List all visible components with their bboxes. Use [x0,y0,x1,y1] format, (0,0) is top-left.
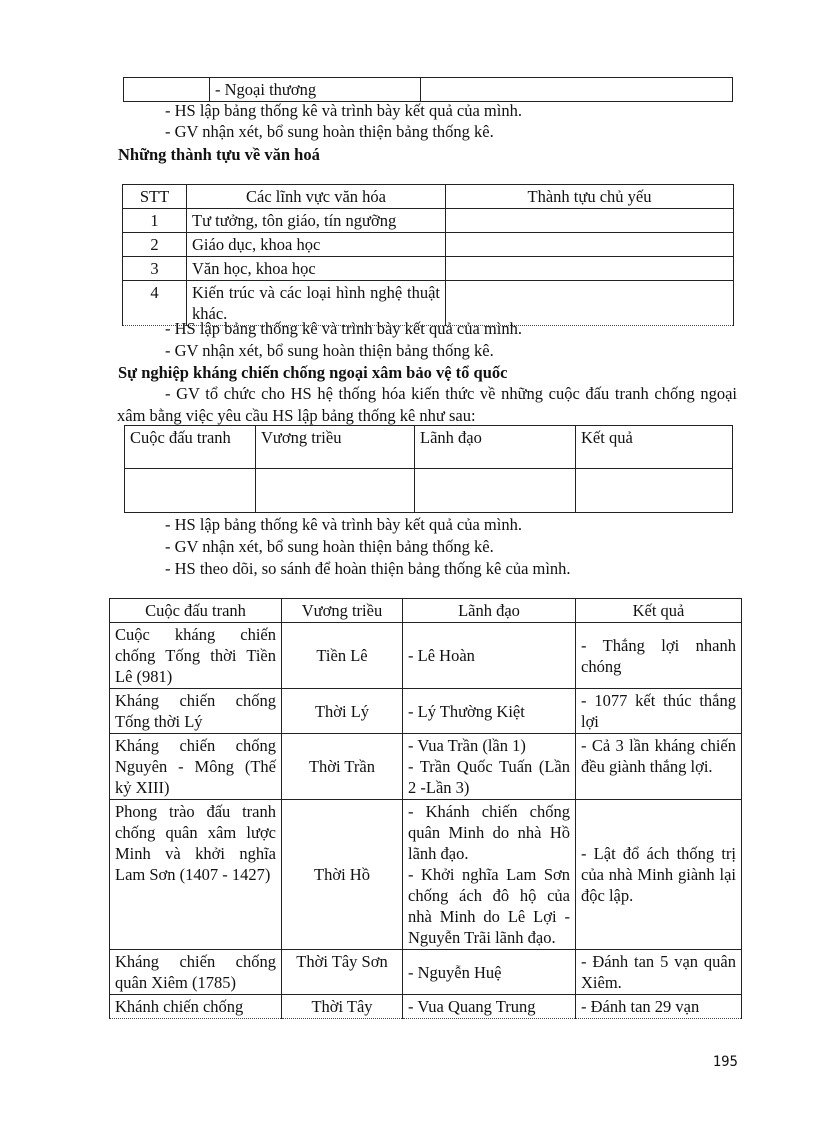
table-cell [256,469,415,513]
table-header: STT [123,185,187,209]
table-cell: - Vua Quang Trung [403,995,576,1019]
table-header: Lãnh đạo [415,426,576,469]
top-table-cell [124,78,210,102]
table-header: Lãnh đạo [403,599,576,623]
table-row [110,623,742,689]
table-cell: Tư tưởng, tôn giáo, tín ngưỡng [187,209,446,233]
table-cell [446,257,734,281]
note-line: - HS theo dõi, so sánh để hoàn thiện bảng thống kê của mình. [165,559,571,578]
note-line: - GV nhận xét, bổ sung hoàn thiện bảng thống kê. [165,537,494,556]
table-row [123,257,734,281]
table-header: Kết quả [576,599,742,623]
table-cell [446,233,734,257]
top-table-cell [421,78,733,102]
war-table [109,598,742,1019]
table-cell: Kháng chiến chống Tống thời Lý [110,689,282,734]
note-line: - HS lập bảng thống kê và trình bày kết quả của mình. [165,515,522,534]
table-cell: Giáo dục, khoa học [187,233,446,257]
table-cell: Thời Tây Sơn [282,950,403,995]
table-cell: - Khánh chiến chống quân Minh do nhà Hồ lãnh đạo. - Khởi nghĩa Lam Sơn chống ách đô hộ của nhà Minh do Lê Lợi - Nguyễn Trãi lãnh đạo. [403,800,576,950]
table-header: Thành tựu chủ yếu [446,185,734,209]
table-cell: Kháng chiến chống Nguyên - Mông (Thế kỷ XIII) [110,734,282,800]
table-header: Kết quả [576,426,733,469]
section-heading: Những thành tựu về văn hoá [118,145,320,164]
top-table [123,77,733,102]
table-cell [415,469,576,513]
table-cell: Tiền Lê [282,623,403,689]
table-cell: Thời Tây [282,995,403,1019]
table-cell: Kháng chiến chống quân Xiêm (1785) [110,950,282,995]
table-header: Vương triều [282,599,403,623]
table-cell: - Lật đổ ách thống trị của nhà Minh giành lại độc lập. [576,800,742,950]
table-cell: Kiến trúc và các loại hình nghệ thuật khác. [187,281,446,326]
note-line: - HS lập bảng thống kê và trình bày kết quả của mình. [165,319,522,338]
table-header: Cuộc đấu tranh [125,426,256,469]
table-header: Các lĩnh vực văn hóa [187,185,446,209]
table-cell: 1 [123,209,187,233]
table-cell [446,209,734,233]
table-cell: Cuộc kháng chiến chống Tống thời Tiền Lê (981) [110,623,282,689]
table-cell: - Nguyễn Huệ [403,950,576,995]
top-table-cell: - Ngoại thương [210,78,421,102]
table-cell: - Đánh tan 29 vạn [576,995,742,1019]
table-cell: - Đánh tan 5 vạn quân Xiêm. [576,950,742,995]
section-heading: Sự nghiệp kháng chiến chống ngoại xâm bảo vệ tổ quốc [118,363,508,382]
table-row [123,209,734,233]
table-cell [576,469,733,513]
table-cell: Văn học, khoa học [187,257,446,281]
table-row [123,233,734,257]
table-row [110,950,742,995]
table-row [110,734,742,800]
note-line: - GV nhận xét, bổ sung hoàn thiện bảng thống kê. [165,122,494,141]
table-row [110,995,742,1019]
note-line: - GV nhận xét, bổ sung hoàn thiện bảng thống kê. [165,341,494,360]
table-cell: Thời Lý [282,689,403,734]
table-cell: 3 [123,257,187,281]
table-cell: - 1077 kết thúc thắng lợi [576,689,742,734]
blank-table [124,425,733,513]
table-row [110,800,742,950]
page-number: 195 [712,1054,738,1070]
note-line: - HS lập bảng thống kê và trình bày kết quả của mình. [165,101,522,120]
table-cell: Thời Trần [282,734,403,800]
table-cell: - Cả 3 lần kháng chiến đều giành thắng lợi. [576,734,742,800]
table-header: Vương triều [256,426,415,469]
table-header: Cuộc đấu tranh [110,599,282,623]
table-cell: - Thắng lợi nhanh chóng [576,623,742,689]
table-cell: 2 [123,233,187,257]
intro-paragraph: - GV tổ chức cho HS hệ thống hóa kiến thức về những cuộc đấu tranh chống ngoại xâm bằng việc yêu cầu HS lập bảng thống kê như sau: [117,384,737,425]
table-cell: - Lê Hoàn [403,623,576,689]
table-cell: 4 [123,281,187,326]
table-cell: Khánh chiến chống [110,995,282,1019]
table-cell: Phong trào đấu tranh chống quân xâm lược Minh và khởi nghĩa Lam Sơn (1407 - 1427) [110,800,282,950]
table-row [110,689,742,734]
table-cell: - Vua Trần (lần 1) - Trần Quốc Tuấn (Lần 2 -Lần 3) [403,734,576,800]
culture-table [122,184,734,326]
table-cell: - Lý Thường Kiệt [403,689,576,734]
table-cell: Thời Hồ [282,800,403,950]
table-cell [125,469,256,513]
